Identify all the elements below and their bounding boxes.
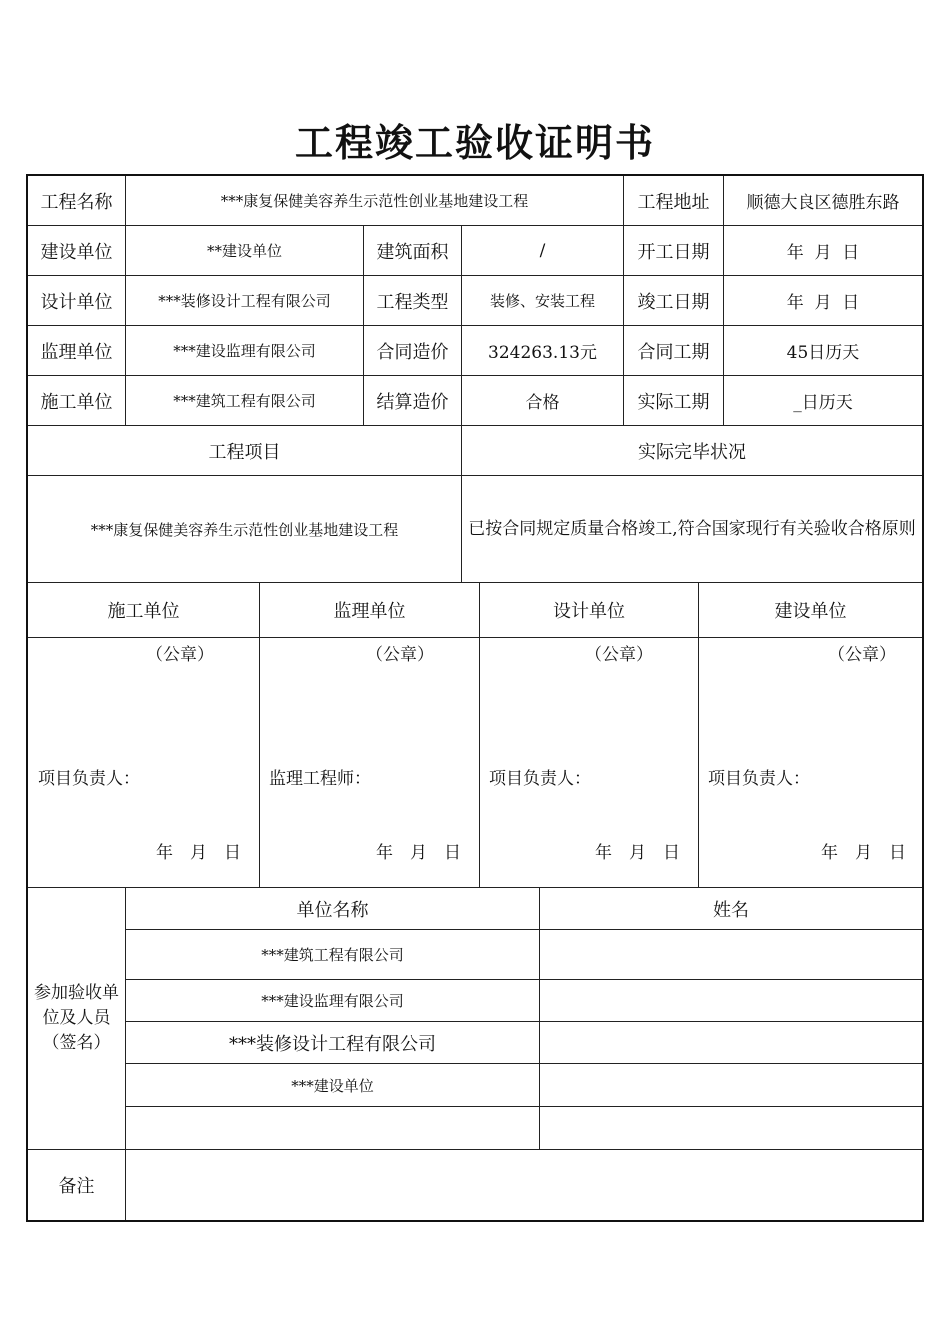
actual-period-label: 实际工期 xyxy=(624,376,724,426)
completion-date-label: 竣工日期 xyxy=(624,276,724,326)
construction-unit-label: 施工单位 xyxy=(28,376,126,426)
floor-area-value: / xyxy=(462,226,624,276)
contract-price-label: 合同造价 xyxy=(364,326,462,376)
participant-unit: ***建设单位 xyxy=(126,1064,540,1107)
completion-date-value: 年 月 日 xyxy=(724,276,922,326)
client-unit-value: **建设单位 xyxy=(126,226,364,276)
seal-mark-design: （公章） xyxy=(585,645,653,665)
acceptance-form-table xyxy=(26,174,924,1222)
signer-design: 项目负责人： xyxy=(489,769,591,789)
project-type-label: 工程类型 xyxy=(364,276,462,326)
supervision-unit-value: ***建设监理有限公司 xyxy=(126,326,364,376)
project-address-value: 顺德大良区德胜东路 xyxy=(724,176,922,226)
remarks-label: 备注 xyxy=(28,1150,126,1220)
participant-name xyxy=(540,1107,922,1150)
document-title: 工程竣工验收证明书 xyxy=(294,121,655,165)
signer-client: 项目负责人： xyxy=(708,769,810,789)
date-client: 年 月 日 xyxy=(821,843,906,863)
participant-unit: ***建筑工程有限公司 xyxy=(126,930,540,980)
seal-header-client: 建设单位 xyxy=(699,583,922,638)
seal-mark-supervision: （公章） xyxy=(366,645,434,665)
participant-name xyxy=(540,1022,922,1064)
project-name-value: ***康复保健美容养生示范性创业基地建设工程 xyxy=(126,176,624,226)
project-address-label: 工程地址 xyxy=(624,176,724,226)
participant-name xyxy=(540,1064,922,1107)
project-type-value: 装修、安装工程 xyxy=(462,276,624,326)
floor-area-label: 建筑面积 xyxy=(364,226,462,276)
contract-price-value: 324263.13元 xyxy=(462,326,624,376)
seal-header-construction: 施工单位 xyxy=(28,583,260,638)
project-item-header: 工程项目 xyxy=(28,426,462,476)
construction-unit-value: ***建筑工程有限公司 xyxy=(126,376,364,426)
design-unit-value: ***装修设计工程有限公司 xyxy=(126,276,364,326)
date-construction: 年 月 日 xyxy=(156,843,241,863)
date-design: 年 月 日 xyxy=(595,843,680,863)
project-item-value: ***康复保健美容养生示范性创业基地建设工程 xyxy=(28,476,462,583)
design-unit-label: 设计单位 xyxy=(28,276,126,326)
seal-mark-client: （公章） xyxy=(828,645,896,665)
client-unit-label: 建设单位 xyxy=(28,226,126,276)
participant-name xyxy=(540,930,922,980)
participants-unit-header: 单位名称 xyxy=(126,888,540,930)
completion-status-value: 已按合同规定质量合格竣工,符合国家现行有关验收合格原则 xyxy=(462,476,922,583)
actual-period-value: _日历天 xyxy=(724,376,922,426)
settlement-price-label: 结算造价 xyxy=(364,376,462,426)
participants-label: 参加验收单位及人员（签名） xyxy=(28,888,126,1150)
remarks-value xyxy=(126,1150,922,1220)
settlement-price-value: 合格 xyxy=(462,376,624,426)
participant-unit xyxy=(126,1107,540,1150)
date-supervision: 年 月 日 xyxy=(376,843,461,863)
contract-period-value: 45日历天 xyxy=(724,326,922,376)
project-name-label: 工程名称 xyxy=(28,176,126,226)
supervision-unit-label: 监理单位 xyxy=(28,326,126,376)
seal-mark-construction: （公章） xyxy=(146,645,214,665)
seal-header-design: 设计单位 xyxy=(480,583,699,638)
signer-supervision: 监理工程师： xyxy=(269,769,371,789)
contract-period-label: 合同工期 xyxy=(624,326,724,376)
participant-name xyxy=(540,980,922,1022)
seal-header-supervision: 监理单位 xyxy=(260,583,480,638)
start-date-label: 开工日期 xyxy=(624,226,724,276)
participant-unit: ***装修设计工程有限公司 xyxy=(126,1022,540,1064)
start-date-value: 年 月 日 xyxy=(724,226,922,276)
signer-construction: 项目负责人： xyxy=(38,769,140,789)
participants-name-header: 姓名 xyxy=(540,888,922,930)
participant-unit: ***建设监理有限公司 xyxy=(126,980,540,1022)
completion-status-header: 实际完毕状况 xyxy=(462,426,922,476)
